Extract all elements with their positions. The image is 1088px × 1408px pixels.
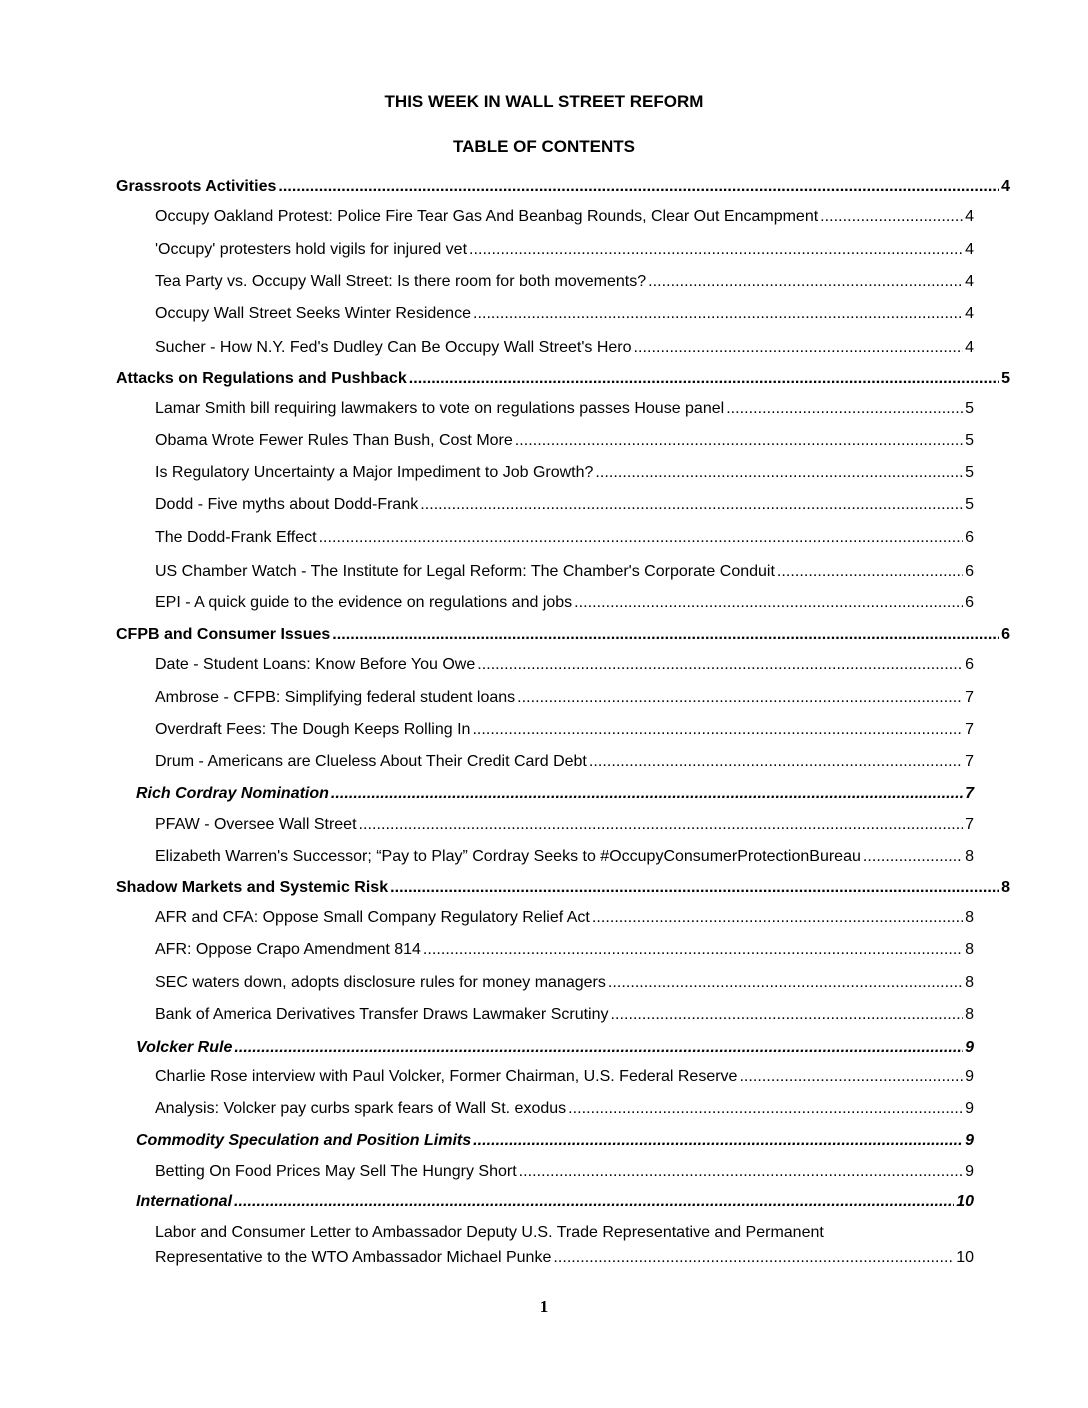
toc-entry[interactable] xyxy=(155,593,974,613)
toc-entry-page: 8 xyxy=(965,909,974,926)
toc-entry-page: 10 xyxy=(956,1193,974,1210)
dot-leader xyxy=(610,1005,963,1025)
toc-entry-page: 5 xyxy=(965,432,974,449)
dot-leader xyxy=(331,784,963,804)
toc-entry-page: 4 xyxy=(965,273,974,290)
toc-section[interactable] xyxy=(116,878,1010,898)
dot-leader xyxy=(517,688,963,708)
dot-leader xyxy=(332,625,999,645)
toc-entry-label: Occupy Wall Street Seeks Winter Residence xyxy=(155,305,471,322)
dot-leader xyxy=(726,399,963,419)
toc-entry-page: 5 xyxy=(1001,370,1010,387)
toc-entry-label: Elizabeth Warren's Successor; “Pay to Play” Cordray Seeks to #OccupyConsumerProtectionBureau xyxy=(155,848,861,865)
toc-entry[interactable] xyxy=(155,207,974,227)
toc-entry-page: 7 xyxy=(965,753,974,770)
toc-entry[interactable] xyxy=(155,528,974,548)
dot-leader xyxy=(477,655,963,675)
toc-entry-page: 8 xyxy=(965,1006,974,1023)
dot-leader xyxy=(777,562,963,582)
toc-entry[interactable] xyxy=(155,399,974,419)
toc-entry-label: Rich Cordray Nomination xyxy=(136,785,329,802)
toc-entry-page: 4 xyxy=(965,208,974,225)
toc-entry-label: Ambrose - CFPB: Simplifying federal student loans xyxy=(155,689,516,706)
toc-subsection[interactable] xyxy=(136,1038,974,1058)
toc-entry[interactable] xyxy=(155,1162,974,1182)
toc-entry-page: 4 xyxy=(965,241,974,258)
dot-leader xyxy=(234,1192,954,1212)
toc-entry-label: SEC waters down, adopts disclosure rules for money managers xyxy=(155,974,606,991)
toc-entry-label: Dodd - Five myths about Dodd-Frank xyxy=(155,496,419,513)
toc-entry-page: 7 xyxy=(965,785,974,802)
toc-entry-page: 4 xyxy=(965,339,974,356)
toc-entry-label: Commodity Speculation and Position Limits xyxy=(136,1132,472,1149)
toc-entry[interactable] xyxy=(155,240,974,260)
toc-entry[interactable] xyxy=(155,1067,974,1087)
toc-heading: TABLE OF CONTENTS xyxy=(453,137,635,156)
toc-section[interactable] xyxy=(116,625,1010,645)
toc-entry-label: EPI - A quick guide to the evidence on regulations and jobs xyxy=(155,594,573,611)
toc-entry-page: 8 xyxy=(965,974,974,991)
toc-entry-label: Shadow Markets and Systemic Risk xyxy=(116,879,389,896)
dot-leader xyxy=(515,431,963,451)
toc-entry[interactable] xyxy=(155,1005,974,1025)
toc-entry-label: PFAW - Oversee Wall Street xyxy=(155,816,357,833)
dot-leader xyxy=(423,940,963,960)
document-title: THIS WEEK IN WALL STREET REFORM xyxy=(384,92,704,111)
toc-entry-page: 9 xyxy=(965,1100,974,1117)
toc-subsection[interactable] xyxy=(136,784,974,804)
toc-entry[interactable] xyxy=(155,973,974,993)
toc-entry-label: AFR: Oppose Crapo Amendment 814 xyxy=(155,941,421,958)
toc-entry-page: 8 xyxy=(1001,879,1010,896)
dot-leader xyxy=(469,240,963,260)
toc-entry-line2 xyxy=(155,1245,974,1270)
dot-leader xyxy=(648,272,963,292)
toc-entry[interactable] xyxy=(155,752,974,772)
toc-entry-page: 7 xyxy=(965,689,974,706)
toc-entry-label: Bank of America Derivatives Transfer Draws Lawmaker Scrutiny xyxy=(155,1006,609,1023)
toc-section[interactable] xyxy=(116,177,1010,197)
dot-leader xyxy=(319,528,964,548)
toc-entry[interactable] xyxy=(155,272,974,292)
toc-entry[interactable] xyxy=(155,720,974,740)
toc-entry-label: Drum - Americans are Clueless About Their Credit Card Debt xyxy=(155,753,587,770)
toc-entry-label-line1: Labor and Consumer Letter to Ambassador Deputy U.S. Trade Representative and Permanent xyxy=(155,1224,824,1241)
dot-leader xyxy=(519,1162,963,1182)
toc-entry-label: Charlie Rose interview with Paul Volcker, Former Chairman, U.S. Federal Reserve xyxy=(155,1068,738,1085)
toc-subsection[interactable] xyxy=(136,1192,974,1212)
dot-leader xyxy=(420,495,963,515)
dot-leader xyxy=(473,1131,963,1151)
toc-entry-page: 5 xyxy=(965,400,974,417)
toc-subsection[interactable] xyxy=(136,1131,974,1151)
toc-entry-page: 9 xyxy=(965,1039,974,1056)
dot-leader xyxy=(359,815,964,835)
toc-entry[interactable] xyxy=(155,847,974,867)
toc-entry-page: 6 xyxy=(965,529,974,546)
toc-entry[interactable] xyxy=(155,688,974,708)
toc-entry[interactable] xyxy=(155,908,974,928)
toc-section[interactable] xyxy=(116,369,1010,389)
toc-entry[interactable] xyxy=(155,463,974,483)
toc-entry-label: Occupy Oakland Protest: Police Fire Tear Gas And Beanbag Rounds, Clear Out Encampment xyxy=(155,208,819,225)
toc-entry-label: Analysis: Volcker pay curbs spark fears of Wall St. exodus xyxy=(155,1100,567,1117)
toc-entry-page: 7 xyxy=(965,721,974,738)
toc-entry-page: 4 xyxy=(965,305,974,322)
toc-entry[interactable] xyxy=(155,495,974,515)
toc-entry-page: 5 xyxy=(965,464,974,481)
toc-entry-page: 8 xyxy=(965,941,974,958)
toc-entry-label: Volcker Rule xyxy=(136,1039,233,1056)
toc-entry-label: Attacks on Regulations and Pushback xyxy=(116,370,407,387)
dot-leader xyxy=(574,593,963,613)
dot-leader xyxy=(409,369,999,389)
toc-entry-label: Sucher - How N.Y. Fed's Dudley Can Be Occupy Wall Street's Hero xyxy=(155,339,632,356)
toc-entry-label: The Dodd-Frank Effect xyxy=(155,529,317,546)
toc-entry[interactable] xyxy=(155,562,974,582)
toc-entry-page: 7 xyxy=(965,816,974,833)
toc-entry[interactable] xyxy=(155,940,974,960)
toc-entry-page: 8 xyxy=(965,848,974,865)
dot-leader xyxy=(820,207,963,227)
toc-entry-label: US Chamber Watch - The Institute for Legal Reform: The Chamber's Corporate Conduit xyxy=(155,563,775,580)
toc-entry-label: AFR and CFA: Oppose Small Company Regulatory Relief Act xyxy=(155,909,590,926)
toc-entry[interactable] xyxy=(155,655,974,675)
dot-leader xyxy=(472,720,963,740)
toc-entry-label: Lamar Smith bill requiring lawmakers to vote on regulations passes House panel xyxy=(155,400,725,417)
toc-entry-label: Grassroots Activities xyxy=(116,178,277,195)
dot-leader xyxy=(739,1067,963,1087)
dot-leader xyxy=(863,847,963,867)
page-number: 1 xyxy=(539,1297,549,1316)
toc-entry-page: 9 xyxy=(965,1068,974,1085)
dot-leader xyxy=(595,463,963,483)
toc-entry-page: 9 xyxy=(965,1163,974,1180)
toc-entry-page: 6 xyxy=(965,656,974,673)
toc-entry-label: Date - Student Loans: Know Before You Owe xyxy=(155,656,476,673)
toc-entry[interactable] xyxy=(155,338,974,358)
toc-entry-label: Obama Wrote Fewer Rules Than Bush, Cost More xyxy=(155,432,513,449)
toc-entry-page: 9 xyxy=(965,1132,974,1149)
dot-leader xyxy=(278,177,999,197)
dot-leader xyxy=(608,973,963,993)
toc-entry-label: Overdraft Fees: The Dough Keeps Rolling In xyxy=(155,721,471,738)
toc-entry[interactable] xyxy=(155,304,974,324)
dot-leader xyxy=(390,878,999,898)
toc-entry-label: Is Regulatory Uncertainty a Major Impediment to Job Growth? xyxy=(155,464,594,481)
toc-entry[interactable] xyxy=(155,815,974,835)
toc-entry-page: 6 xyxy=(965,563,974,580)
toc-entry-label: Tea Party vs. Occupy Wall Street: Is there room for both movements? xyxy=(155,273,647,290)
toc-entry-page: 10 xyxy=(956,1249,974,1266)
toc-entry-multiline[interactable] xyxy=(155,1220,974,1270)
toc-entry-page: 6 xyxy=(1001,626,1010,643)
dot-leader xyxy=(589,752,963,772)
dot-leader xyxy=(592,908,963,928)
dot-leader xyxy=(473,304,963,324)
toc-entry[interactable] xyxy=(155,1099,974,1119)
toc-entry-page: 5 xyxy=(965,496,974,513)
toc-entry-page: 6 xyxy=(965,594,974,611)
toc-entry-label: Betting On Food Prices May Sell The Hungry Short xyxy=(155,1163,517,1180)
toc-entry-label: International xyxy=(136,1193,233,1210)
toc-entry-label: CFPB and Consumer Issues xyxy=(116,626,331,643)
toc-entry-label-line2: Representative to the WTO Ambassador Michael Punke xyxy=(155,1249,552,1266)
dot-leader xyxy=(568,1099,963,1119)
dot-leader xyxy=(634,338,964,358)
toc-entry-label: 'Occupy' protesters hold vigils for injured vet xyxy=(155,241,468,258)
toc-entry[interactable] xyxy=(155,431,974,451)
dot-leader xyxy=(553,1245,954,1270)
toc-entry-page: 4 xyxy=(1001,178,1010,195)
dot-leader xyxy=(234,1038,963,1058)
